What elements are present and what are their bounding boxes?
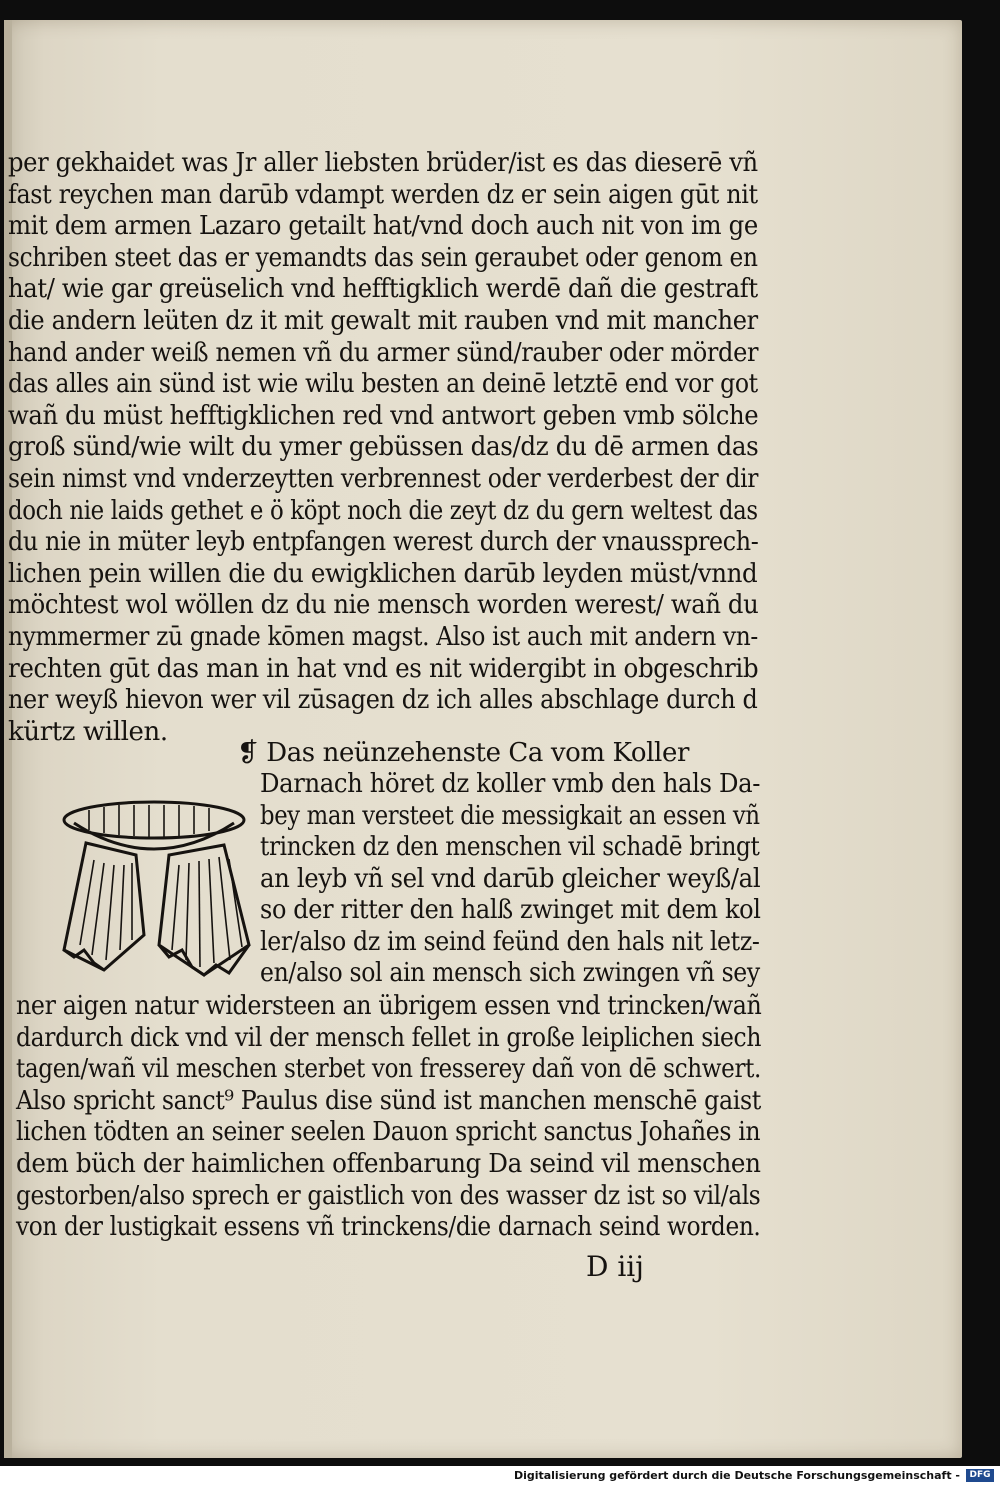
text-line: fast reychen man darūb vdampt werden dz er sein aigen gūt nit (8, 179, 758, 210)
funding-notice: Digitalisierung gefördert durch die Deutsche Forschungsgemeinschaft - (513, 1469, 960, 1482)
text-line: doch nie laids gethet e ö köpt noch die zeyt dz du gern weltest das (8, 495, 758, 526)
text-line: wañ du müst hefftigklichen red vnd antwort geben vmb sölche (8, 400, 759, 431)
chapter-heading: ❡ Das neünzehenste Ca vom Koller (237, 738, 689, 768)
text-line: schriben steet das er yemandts das sein geraubet oder genom en (8, 242, 758, 273)
text-line: Also spricht sanct⁹ Paulus dise sünd ist manchen menschē gaist (16, 1085, 761, 1116)
text-line: an leyb vñ sel vnd darūb gleicher weyß/al (260, 863, 761, 894)
text-line: kürtz willen. (8, 716, 168, 747)
text-line: en/also sol ain mensch sich zwingen vñ sey (260, 958, 760, 988)
text-line: nymmermer zū gnade kōmen magst. Also ist auch mit andern vn- (8, 622, 758, 652)
text-line: Darnach höret dz koller vmb den hals Da- (260, 769, 761, 799)
text-line: von der lustigkait essens vñ trinckens/die darnach seind worden. (16, 1212, 761, 1243)
text-line: sein nimst vnd vnderzeytten verbrennest oder verderbest der dir (8, 464, 759, 494)
text-line: so der ritter den halß zwinget mit dem kol (260, 895, 761, 925)
text-line: dardurch dick vnd vil der mensch fellet in große leiplichen siech (16, 1022, 762, 1053)
text-line: bey man versteet die messigkait an essen vñ (260, 800, 760, 831)
text-line: groß sünd/wie wilt du ymer gebüssen das/dz du dē armen das (8, 432, 759, 463)
text-line: rechten gūt das man in hat vnd es nit widergibt in obgeschrib (8, 653, 759, 684)
text-line: hat/ wie gar greüselich vnd hefftigklich werdē dañ die gestraft (8, 274, 758, 305)
text-line: möchtest wol wöllen dz du nie mensch worden werest/ wañ du (8, 590, 759, 621)
text-line: dem büch der haimlichen offenbarung Da seind vil menschen (16, 1149, 761, 1179)
text-line: lichen tödten an seiner seelen Dauon spricht sanctus Johañes in (16, 1117, 761, 1148)
text-line: das alles ain sünd ist wie wilu besten an deinē letztē end vor got (8, 369, 758, 400)
text-line: lichen pein willen die du ewigklichen darūb leyden müst/vnnd (8, 558, 758, 589)
text-line: ner aigen natur widersteen an übrigem essen vnd trincken/wañ (16, 991, 762, 1021)
book-page (4, 20, 962, 1458)
text-line: mit dem armen Lazaro getailt hat/vnd doch auch nit von im ge (8, 211, 758, 242)
footer-bar (0, 1466, 1000, 1486)
text-line: hand ander weiß nemen vñ du armer sünd/rauber oder mörder (8, 337, 759, 368)
text-line: du nie in müter leyb entpfangen werest durch der vnaussprech- (8, 527, 759, 558)
text-line: trincken dz den menschen vil schadē bringt (260, 832, 760, 862)
text-line: ler/also dz im seind feünd den hals nit letz- (260, 926, 760, 957)
collar-woodcut-icon (44, 785, 264, 995)
text-line: tagen/wañ vil meschen sterbet von fresserey dañ von dē schwert. (16, 1054, 762, 1085)
text-line: per gekhaidet was Jr aller liebsten brüder/ist es das dieserē vñ (8, 148, 758, 178)
signature-mark: D iij (586, 1250, 644, 1283)
dfg-logo-icon: DFG (966, 1469, 994, 1482)
text-line: die andern leüten dz it mit gewalt mit rauben vnd mit mancher (8, 306, 758, 336)
text-line: ner weyß hievon wer vil zūsagen dz ich alles abschlage durch d (8, 685, 758, 716)
text-line: gestorben/also sprech er gaistlich von des wasser dz ist so vil/als (16, 1180, 761, 1211)
